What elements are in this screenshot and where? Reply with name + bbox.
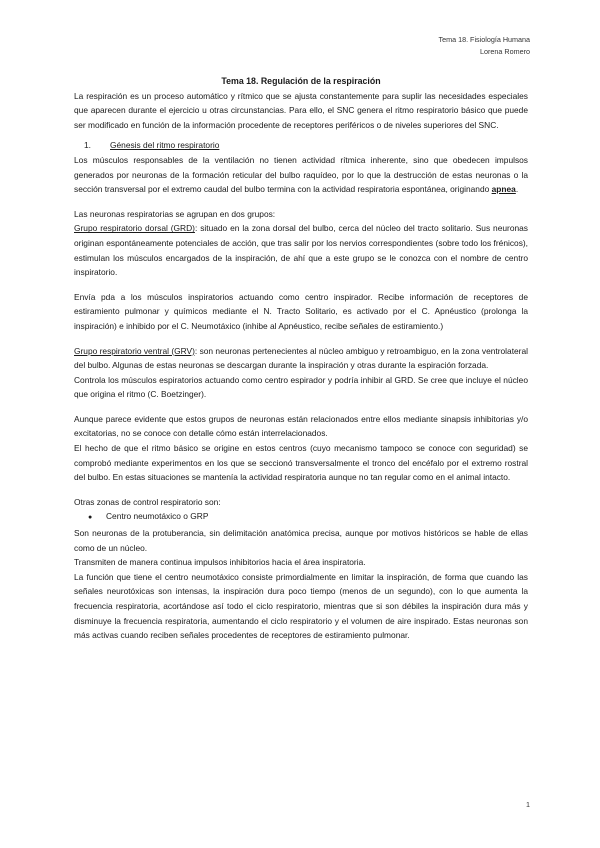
paragraph-synapses: Aunque parece evidente que estos grupos de neuronas están relacionados entre ellos mediante sinapsis inhibitorias y/o excitatorias, no se conoce con detalle cómo están interrelacionados. <box>74 413 528 439</box>
paragraph-pneumotaxic-function: La función que tiene el centro neumotáxico consiste primordialmente en limitar la inspiración, de forma que cuando las señales neurotóxicas son intensas, la inspiración dura poco tiempo (menos de un segundo), con lo que aumenta la frecuencia respiratoria, acortándose así todo el ciclo respiratorio, mientras que si son débiles la inspiración dura más y disminuye la frecuencia respiratoria, aumentando el ciclo respiratorio y el volumen de aire inspirado. Estas neuronas son más activas cuando reciben señales procedentes de receptores de estiramiento pulmonar. <box>74 571 528 641</box>
paragraph-groups: Las neuronas respiratorias se agrupan en dos grupos: <box>74 208 276 219</box>
grd-label: Grupo respiratorio dorsal (GRD) <box>74 223 195 234</box>
paragraph-ventilation-end: . <box>515 184 519 195</box>
paragraph-grv <box>74 344 528 373</box>
page-number: 1 <box>526 800 530 809</box>
header-course: Tema 18. Fisiología Humana <box>438 35 530 44</box>
paragraph-other-zones: Otras zonas de control respiratorio son: <box>74 496 221 507</box>
paragraph-inhibitory: Transmiten de manera continua impulsos inhibitorios hacia el área inspiratoria. <box>74 557 366 568</box>
paragraph-ventilation <box>74 153 528 197</box>
grd-text: : situado en la zona dorsal del bulbo, cerca del núcleo del tracto solitario. Sus neuronas originan espontáneamente potenciales de acción, que tras salir por los nervios correspondientes (sobre todo los frénicos), estimulan los músculos encargados de la inspiración, de ahí que a este grupo se le conozca con el nombre de centro inspiratorio. <box>74 223 528 278</box>
intro-paragraph: La respiración es un proceso automático y rítmico que se ajusta constantemente para suplir las necesidades especiales que aparecen durante el ejercicio u otras circunstancias. Para ello, el SNC genera el ritmo respiratorio básico que puede ser modificado en función de la información procedente de receptores periféricos o de niveles superiores del SNC. <box>74 90 528 130</box>
paragraph-grd-function: Envía pda a los músculos inspiratorios actuando como centro inspirador. Recibe información de receptores de estiramiento pulmonar y químicos mediante el N. Tracto Solitario, es activado por el C. Apnéustico (prolonga la inspiración) e inhibido por el C. Neumotáxico (inhibe al Apnéustico, recibe señales de estiramiento.) <box>74 291 528 331</box>
paragraph-protuberance: Son neuronas de la protuberancia, sin delimitación anatómica precisa, aunque por motivos históricos se hable de ellas como de un núcleo. <box>74 528 528 553</box>
section-title: Génesis del ritmo respiratorio <box>110 140 220 151</box>
header-author: Lorena Romero <box>480 46 530 56</box>
section-number: 1. <box>84 140 91 151</box>
document-title: Tema 18. Regulación de la respiración <box>221 76 381 86</box>
list-item <box>88 509 528 526</box>
page-header <box>439 34 531 57</box>
paragraph-ventilation-text: Los músculos responsables de la ventilación no tienen actividad rítmica inherente, sino que obedecen impulsos generados por neuronas de la formación reticular del bulbo raquídeo, por lo que la destrucción de estas neuronas o la sección transversal por el extremo caudal del bulbo termina con la actividad respiratoria espontánea, originando <box>74 154 528 195</box>
paragraph-grv-function: Controla los músculos espiratorios actuando como centro espirador y podría inhibir al GRD. Se cree que incluye el núcleo que origina el ritmo (C. Boetzinger). <box>74 374 528 400</box>
apnea-term: apnea <box>491 184 516 195</box>
grv-label: Grupo respiratorio ventral (GRV) <box>74 345 195 356</box>
paragraph-grd <box>74 221 528 279</box>
paragraph-experiments: El hecho de que el ritmo básico se origine en estos centros (cuyo mecanismo tampoco se conoce con seguridad) se comprobó mediante experimentos en los que se seccionó transversalmente el tronco del encéfalo por el extremo rostral del bulbo. En estas situaciones se mantenía la actividad respiratoria aunque no tan regular como en el animal intacto. <box>74 443 528 483</box>
list-item-label: Centro neumotáxico o GRP <box>106 511 209 522</box>
bullet-icon: ● <box>88 514 93 522</box>
document-body <box>74 74 528 643</box>
grv-text: : son neuronas pertenecientes al núcleo ambiguo y retroambiguo, en la zona ventrolateral del bulbo. Algunas de estas neuronas se descargan durante la inspiración y otras durante la espiración forzada. <box>74 345 528 371</box>
section-heading <box>84 138 528 153</box>
